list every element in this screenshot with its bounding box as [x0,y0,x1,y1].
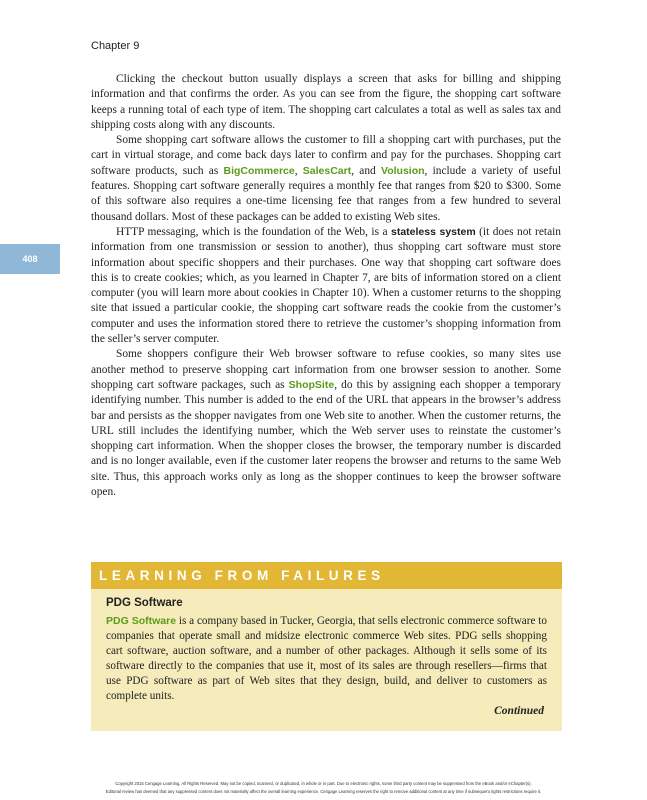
paragraph [91,347,561,500]
paragraph [91,133,561,225]
paragraph-text: Some shopping cart software allows the customer to fill a shopping cart with purchases, put the cart in virtual storage, and come back days later to confirm and pay for the purchases. Shopping cart software products, such as [91,134,561,177]
box-text [106,614,547,704]
box-banner: LEARNING FROM FAILURES [91,562,562,589]
paragraph-text: Some shoppers configure their Web browser software to refuse cookies, so many sites use another method to preserve shopping cart information from one browser session to another. Some shopping cart software packages, such as [91,348,561,391]
body-text [91,72,561,500]
box-title: PDG Software [106,597,183,609]
bigcommerce-link[interactable]: BigCommerce [223,164,295,177]
copyright-line-2: Editorial review has deemed that any suppressed content does not materially affect the overall learning experience. Cengage Learning reserves the right to remove additional content at any time if subsequent rights restrictions require it. [105,789,542,794]
paragraph-text: , do this by assigning each shopper a temporary identifying number. This number is added to the end of the URL that appears in the browser’s address bar and persists as the shopper navigates from one Web site to another. When the customer returns, the URL still includes the identifying number, which the Web server uses to reinstate the customer’s shopping cart information. When the shopper closes the browser, the temporary number is discarded and is no longer available, even if the customer later reopens the browser and returns to the same Web site. Thus, this approach works only as long as the shopper continues to keep the browser software open. [91,378,561,499]
page-number-tab: 408 [0,244,60,274]
chapter-header: Chapter 9 [91,40,140,52]
box-paragraph-text: is a company based in Tucker, Georgia, that sells electronic commerce software to companies that operate small and midsize electronic commerce Web sites. PDG sells shopping cart software, auction software, and a number of other packages. Although it sells some of its software directly to the companies that use it, most of its sales are through resellers—firms that use PDG software as part of Web sites that they design, build, and deliver to customers as complete units. [106,615,547,702]
salescart-link[interactable]: SalesCart [302,164,352,177]
continued-label: Continued [494,705,544,717]
key-term: stateless system [391,225,476,238]
pdg-software-link[interactable]: PDG Software [106,615,177,627]
separator-text: , [294,164,303,177]
shopsite-link[interactable]: ShopSite [288,378,335,391]
paragraph-text: Clicking the checkout button usually displays a screen that asks for billing and shipping information and that confirms the order. As you can see from the figure, the shopping cart software keeps a running total of each type of item. The shopping cart calculates a total as well as sales tax and shipping costs along with any discounts. [91,73,561,131]
separator-text: , and [351,164,381,177]
paragraph [91,72,561,133]
paragraph-text: (it does not retain information from one transmission or session to another), thus shopping cart software must store information about specific shoppers and their purchases. One way that shopping cart software does this is to create cookies; which, as you learned in Chapter 7, are bits of information stored on a client computer (you will learn more about cookies in Chapter 10). When a customer returns to the shopping site that issued a particular cookie, the shopping cart software reads the cookie from the customer’s computer and uses the information stored there to retrieve the customer’s shopping information from the seller’s server computer. [91,225,561,346]
paragraph [91,225,561,347]
paragraph-text: HTTP messaging, which is the foundation of the Web, is a [116,225,391,238]
copyright-line-1: Copyright 2015 Cengage Learning. All Rights Reserved. May not be copied, scanned, or duplicated, in whole or in part. Due to electronic rights, some third party content may be suppressed from the eBook and/or eChapter(s). [115,781,532,786]
volusion-link[interactable]: Volusion [380,164,425,177]
learning-from-failures-box [91,562,562,731]
paragraph-text: , include a variety of useful features. Shopping cart software generally requires a monthly fee that ranges from $20 to $300. Some of this software also requires a one-time licensing fee that ranges from a few hundred to several thousand dollars. Most of these packages can be added to existing Web sites. [91,164,561,223]
